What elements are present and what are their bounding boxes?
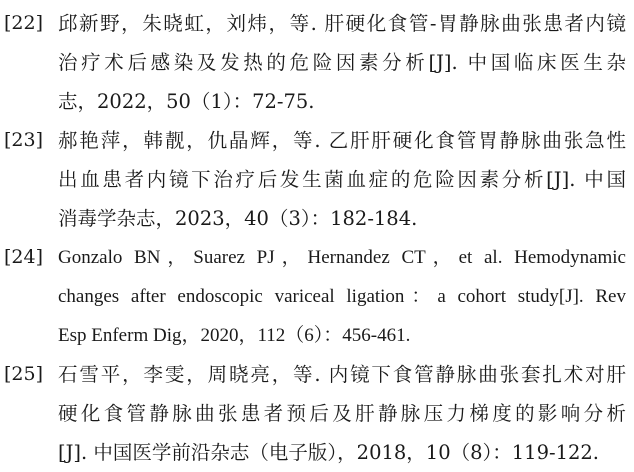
reference-entry-22 [0, 4, 634, 121]
reference-line: 消毒学杂志，2023，40（3）：182-184. [58, 207, 418, 230]
reference-number: [25] [4, 363, 44, 385]
reference-number: [23] [4, 129, 44, 151]
reference-line: changes after endoscopic variceal ligation：a cohort study[J]. Rev [58, 286, 626, 307]
reference-line: 硬化食管静脉曲张患者预后及肝静脉压力梯度的影响分析 [58, 402, 626, 425]
reference-line: [J]. 中国医学前沿杂志（电子版），2018，10（8）：119-122. [58, 441, 600, 464]
reference-line: 志，2022，50（1）：72-75. [58, 90, 315, 113]
reference-number: [22] [4, 12, 44, 34]
reference-line: 治疗术后感染及发热的危险因素分析[J]. 中国临床医生杂 [58, 51, 626, 74]
reference-line: 出血患者内镜下治疗后发生菌血症的危险因素分析[J]. 中国 [58, 168, 626, 191]
reference-number: [24] [4, 246, 44, 268]
reference-list [0, 4, 634, 472]
reference-line: Gonzalo BN，Suarez PJ，Hernandez CT，et al. Hemodynamic [58, 247, 626, 268]
reference-entry-23 [0, 121, 634, 238]
reference-line: 邱新野，朱晓虹，刘炜，等. 肝硬化食管-胃静脉曲张患者内镜 [58, 12, 626, 35]
reference-line: 石雪平，李雯，周晓亮，等. 内镜下食管静脉曲张套扎术对肝 [58, 363, 626, 386]
reference-line: 郝艳萍，韩靓，仇晶辉，等. 乙肝肝硬化食管胃静脉曲张急性 [58, 129, 626, 152]
reference-line: Esp Enferm Dig，2020，112（6）：456-461. [58, 325, 411, 346]
reference-entry-24 [0, 238, 634, 355]
reference-entry-25 [0, 355, 634, 472]
